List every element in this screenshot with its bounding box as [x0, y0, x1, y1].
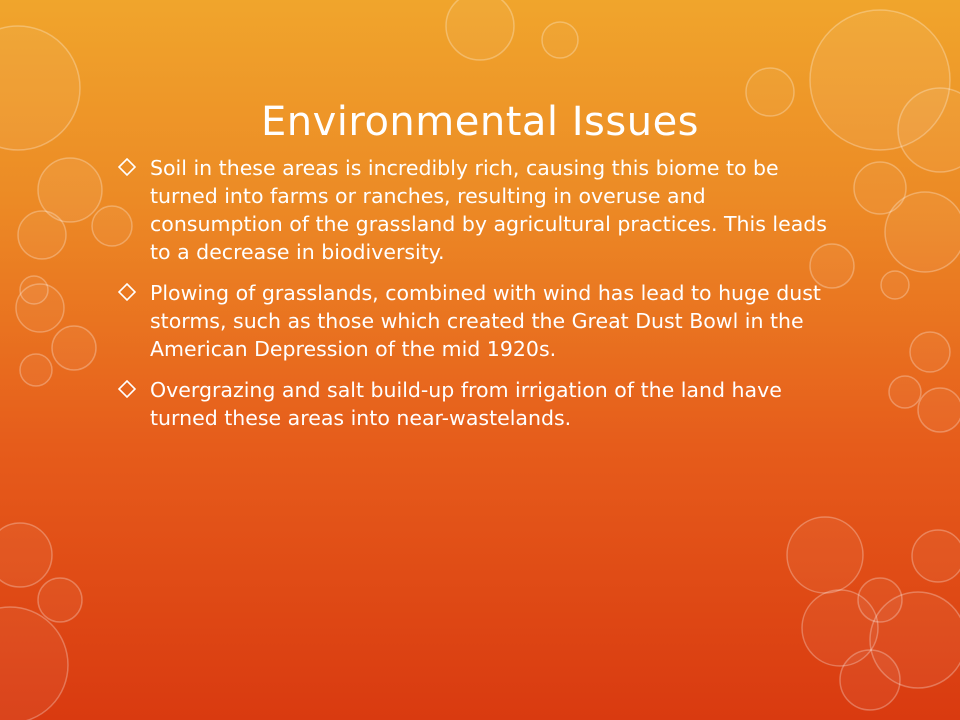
bullet-list: [116, 154, 844, 445]
bullet-text: Plowing of grasslands, combined with wind has lead to huge dust storms, such as those which created the Great Dust Bowl in the American Depression of the mid 1920s.: [150, 281, 821, 361]
bullet-item-2: [116, 279, 844, 363]
bullet-item-3: [116, 376, 844, 432]
hollow-diamond-icon: [118, 283, 136, 301]
bullet-text: Soil in these areas is incredibly rich, causing this biome to be turned into farms or ranches, resulting in overuse and consumption of the grassland by agricultural practices. This leads to a decrease in biodiversity.: [150, 156, 827, 264]
hollow-diamond-icon: [118, 380, 136, 398]
hollow-diamond-icon: [118, 158, 136, 176]
bullet-text: Overgrazing and salt build-up from irrigation of the land have turned these areas into near-wastelands.: [150, 378, 782, 430]
bullet-item-1: [116, 154, 844, 266]
slide-title: Environmental Issues: [260, 99, 700, 145]
